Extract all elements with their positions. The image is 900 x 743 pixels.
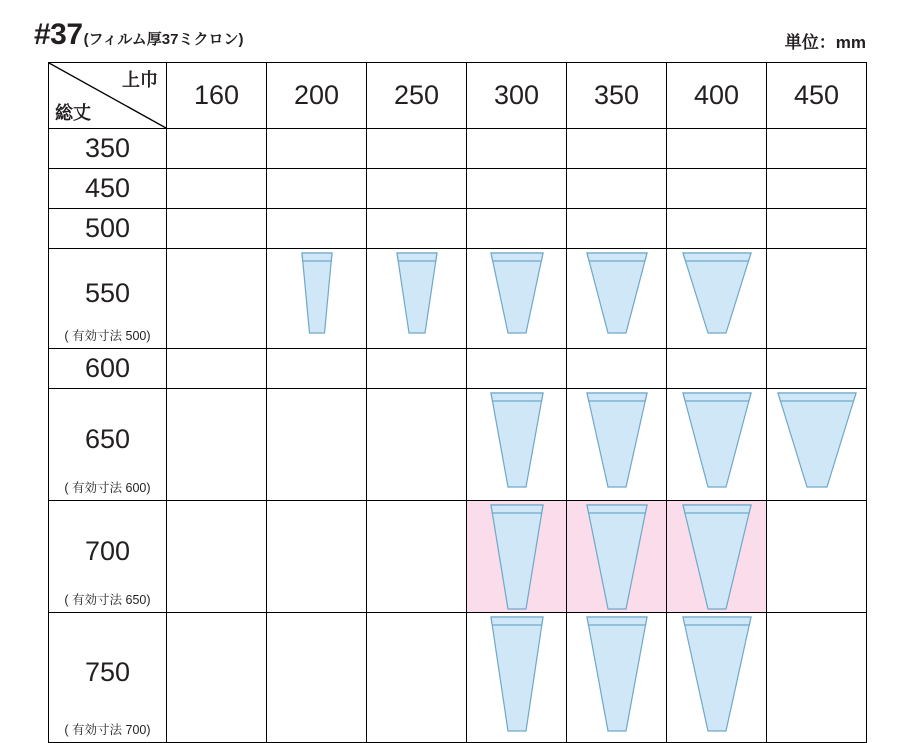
cell-350-350	[567, 129, 667, 169]
corner-top-label: 上巾	[122, 70, 158, 90]
bag-shape	[584, 616, 650, 732]
cell-650-350	[567, 389, 667, 501]
cell-450-300	[467, 169, 567, 209]
table-corner-header	[49, 63, 167, 129]
bag-shape	[299, 252, 335, 334]
cell-600-400	[667, 349, 767, 389]
row-header-label: 750	[84, 657, 131, 687]
row-header-label: 600	[84, 353, 131, 383]
row-header-label: 500	[84, 213, 131, 243]
cell-350-400	[667, 129, 767, 169]
cell-650-200	[267, 389, 367, 501]
row-header-note: ( 有効寸法 650)	[64, 593, 151, 607]
cell-500-160	[167, 209, 267, 249]
cell-700-350	[567, 501, 667, 613]
table-row	[49, 249, 867, 349]
row-header-label: 350	[84, 133, 131, 163]
cell-550-450	[767, 249, 867, 349]
column-header-0: 160	[167, 63, 267, 129]
cell-450-160	[167, 169, 267, 209]
column-header-1: 200	[267, 63, 367, 129]
cell-350-200	[267, 129, 367, 169]
page-header	[0, 0, 900, 56]
cell-550-200	[267, 249, 367, 349]
column-header-2: 250	[367, 63, 467, 129]
table-header-row	[49, 63, 867, 129]
table-head	[49, 63, 867, 129]
size-table	[48, 62, 867, 743]
cell-700-300	[467, 501, 567, 613]
table-body	[49, 129, 867, 743]
cell-750-160	[167, 613, 267, 743]
bag-shape	[584, 504, 650, 610]
bag-shape	[680, 504, 754, 610]
cell-750-250	[367, 613, 467, 743]
bag-shape	[680, 252, 754, 334]
page-subtitle: (フィルム厚37ミクロン)	[83, 31, 244, 48]
cell-700-160	[167, 501, 267, 613]
cell-700-200	[267, 501, 367, 613]
cell-500-200	[267, 209, 367, 249]
cell-450-450	[767, 169, 867, 209]
cell-650-400	[667, 389, 767, 501]
column-header-5: 400	[667, 63, 767, 129]
cell-350-250	[367, 129, 467, 169]
cell-500-400	[667, 209, 767, 249]
cell-650-250	[367, 389, 467, 501]
cell-500-250	[367, 209, 467, 249]
cell-700-450	[767, 501, 867, 613]
row-header-label: 700	[84, 536, 131, 566]
cell-600-160	[167, 349, 267, 389]
cell-350-450	[767, 129, 867, 169]
table-row	[49, 349, 867, 389]
cell-500-300	[467, 209, 567, 249]
cell-700-400	[667, 501, 767, 613]
cell-600-450	[767, 349, 867, 389]
row-header-5	[49, 389, 167, 501]
bag-shape	[488, 616, 546, 732]
table-row	[49, 501, 867, 613]
cell-750-350	[567, 613, 667, 743]
row-header-0	[49, 129, 167, 169]
cell-450-250	[367, 169, 467, 209]
bag-shape	[488, 252, 546, 334]
cell-650-300	[467, 389, 567, 501]
cell-500-450	[767, 209, 867, 249]
column-header-6: 450	[767, 63, 867, 129]
bag-shape	[488, 392, 546, 488]
cell-750-450	[767, 613, 867, 743]
cell-350-160	[167, 129, 267, 169]
bag-shape	[394, 252, 440, 334]
cell-600-200	[267, 349, 367, 389]
row-header-note: ( 有効寸法 500)	[64, 329, 151, 343]
table-row	[49, 129, 867, 169]
cell-600-300	[467, 349, 567, 389]
cell-450-350	[567, 169, 667, 209]
bag-shape	[680, 616, 754, 732]
corner-bottom-label: 総丈	[55, 103, 91, 123]
cell-750-300	[467, 613, 567, 743]
cell-600-250	[367, 349, 467, 389]
bag-shape	[584, 392, 650, 488]
row-header-label: 450	[84, 173, 131, 203]
row-header-label: 650	[84, 424, 131, 454]
cell-550-250	[367, 249, 467, 349]
bag-shape	[680, 392, 754, 488]
table-row	[49, 613, 867, 743]
row-header-2	[49, 209, 167, 249]
bag-shape	[584, 252, 650, 334]
cell-550-300	[467, 249, 567, 349]
cell-700-250	[367, 501, 467, 613]
cell-550-160	[167, 249, 267, 349]
row-header-note: ( 有効寸法 700)	[64, 723, 151, 737]
cell-450-200	[267, 169, 367, 209]
cell-750-400	[667, 613, 767, 743]
row-header-label: 550	[84, 278, 131, 308]
row-header-3	[49, 249, 167, 349]
row-header-note: ( 有効寸法 600)	[64, 481, 151, 495]
size-table-wrapper	[48, 62, 866, 743]
unit-note: 単位：mm	[784, 33, 866, 52]
column-header-4: 350	[567, 63, 667, 129]
row-header-6	[49, 501, 167, 613]
cell-650-450	[767, 389, 867, 501]
cell-350-300	[467, 129, 567, 169]
bag-shape	[775, 392, 859, 488]
row-header-7	[49, 613, 167, 743]
row-header-4	[49, 349, 167, 389]
cell-500-350	[567, 209, 667, 249]
page-title: #37	[34, 18, 83, 51]
cell-600-350	[567, 349, 667, 389]
cell-750-200	[267, 613, 367, 743]
cell-650-160	[167, 389, 267, 501]
bag-shape	[488, 504, 546, 610]
cell-550-350	[567, 249, 667, 349]
column-header-3: 300	[467, 63, 567, 129]
row-header-1	[49, 169, 167, 209]
table-row	[49, 389, 867, 501]
table-row	[49, 209, 867, 249]
title-block	[34, 18, 243, 52]
table-row	[49, 169, 867, 209]
cell-450-400	[667, 169, 767, 209]
cell-550-400	[667, 249, 767, 349]
